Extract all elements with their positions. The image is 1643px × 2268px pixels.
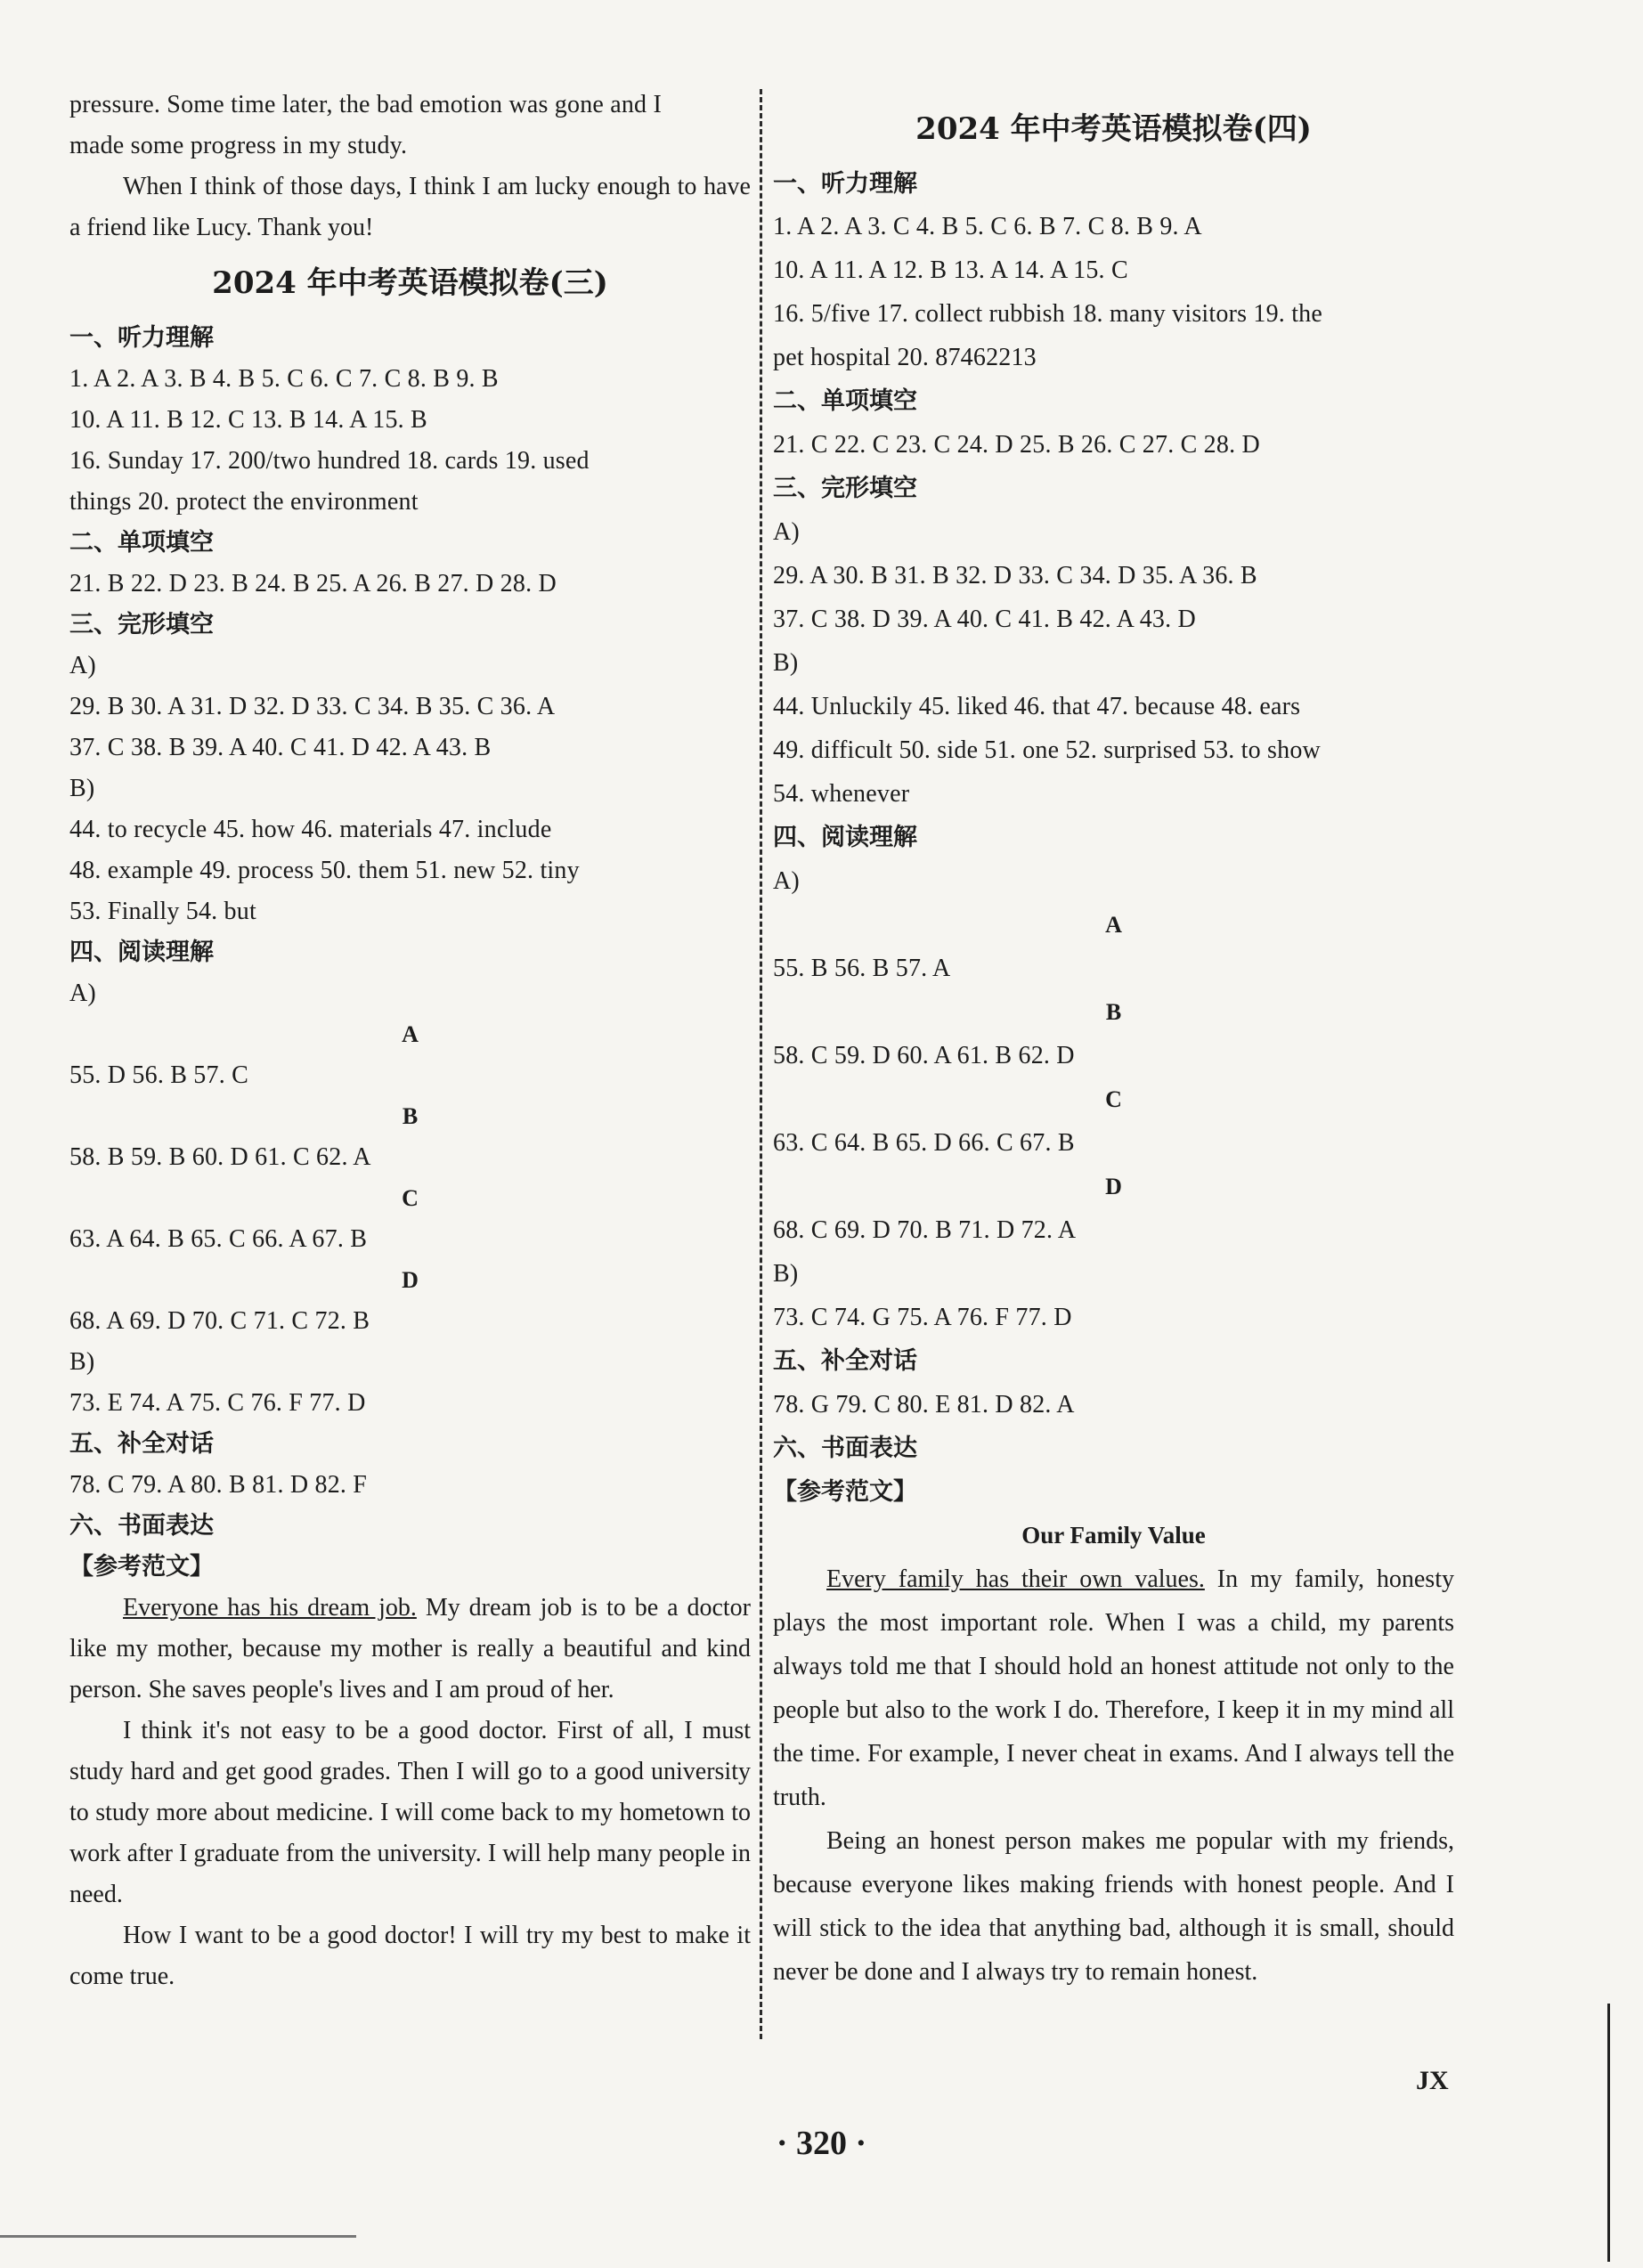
passage-label: B bbox=[1105, 999, 1122, 1025]
section-heading: 六、书面表达 bbox=[69, 1512, 214, 1540]
part-label: A) bbox=[773, 518, 800, 546]
answer-line: 29. A 30. B 31. B 32. D 33. C 34. D 35. A 36. B bbox=[773, 562, 1257, 589]
answer-line: 29. B 30. A 31. D 32. D 33. C 34. B 35. C 36. A bbox=[69, 693, 556, 720]
answer-line: 73. C 74. G 75. A 76. F 77. D bbox=[773, 1304, 1072, 1331]
answer-line: 10. A 11. B 12. C 13. B 14. A 15. B bbox=[69, 406, 427, 434]
page-number: · 320 · bbox=[776, 2125, 867, 2162]
answer-line: 58. B 59. B 60. D 61. C 62. A bbox=[69, 1143, 371, 1171]
answer-line: 1. A 2. A 3. B 4. B 5. C 6. C 7. C 8. B 9. B bbox=[69, 365, 499, 393]
answer-line: 37. C 38. D 39. A 40. C 41. B 42. A 43. D bbox=[773, 606, 1196, 633]
answer-line: 48. example 49. process 50. them 51. new 52. tiny bbox=[69, 857, 580, 884]
part-label: B) bbox=[773, 649, 799, 677]
part-label: A) bbox=[69, 652, 96, 679]
answer-line: 73. E 74. A 75. C 76. F 77. D bbox=[69, 1389, 366, 1417]
section-heading: 一、听力理解 bbox=[773, 170, 917, 198]
section-heading: 二、单项填空 bbox=[773, 387, 917, 415]
text-line: pressure. Some time later, the bad emotion was gone and I bbox=[69, 91, 662, 118]
section-heading: 四、阅读理解 bbox=[69, 939, 214, 966]
answer-line: 63. A 64. B 65. C 66. A 67. B bbox=[69, 1225, 368, 1253]
topic-sentence: Every family has their own values. bbox=[826, 1565, 1205, 1593]
answer-line: 55. B 56. B 57. A bbox=[773, 955, 951, 982]
answer-line: 44. Unluckily 45. liked 46. that 47. because 48. ears bbox=[773, 693, 1301, 720]
answer-line: 53. Finally 54. but bbox=[69, 898, 256, 925]
answer-line: 78. C 79. A 80. B 81. D 82. F bbox=[69, 1471, 368, 1499]
reference-label: 【参考范文】 bbox=[69, 1553, 214, 1581]
answer-line: 68. C 69. D 70. B 71. D 72. A bbox=[773, 1216, 1077, 1244]
region-code: JX bbox=[1416, 2066, 1449, 2095]
text-line: made some progress in my study. bbox=[69, 132, 408, 159]
answer-line: 63. C 64. B 65. D 66. C 67. B bbox=[773, 1129, 1075, 1157]
part-label: B) bbox=[69, 775, 95, 802]
section-heading: 三、完形填空 bbox=[773, 475, 917, 502]
part-label: A) bbox=[773, 867, 800, 895]
answer-line: 44. to recycle 45. how 46. materials 47. include bbox=[69, 816, 552, 843]
answer-line: 37. C 38. B 39. A 40. C 41. D 42. A 43. B bbox=[69, 734, 492, 761]
page-edge bbox=[1607, 2004, 1610, 2262]
essay-paragraph: How I want to be a good doctor! I will try my best to make it come true. bbox=[69, 1922, 751, 1990]
topic-sentence: Everyone has his dream job. bbox=[123, 1594, 417, 1622]
answer-line: 1. A 2. A 3. C 4. B 5. C 6. B 7. C 8. B 9. A bbox=[773, 213, 1202, 240]
page-bottom-rule bbox=[0, 2235, 356, 2238]
passage-label: D bbox=[402, 1267, 419, 1293]
essay-paragraph: Being an honest person makes me popular with my friends, because everyone likes making friends with honest people. And I will stick to the idea that anything bad, although it is small, should never be done and I always try to remain honest. bbox=[773, 1827, 1454, 1986]
passage-label: B bbox=[402, 1103, 419, 1129]
answer-line: 21. C 22. C 23. C 24. D 25. B 26. C 27. C 28. D bbox=[773, 431, 1260, 459]
answer-line: 10. A 11. A 12. B 13. A 14. A 15. C bbox=[773, 256, 1128, 284]
essay-paragraph bbox=[773, 1557, 1454, 1819]
section-heading: 四、阅读理解 bbox=[773, 824, 917, 851]
answer-line: 16. Sunday 17. 200/two hundred 18. cards 19. used bbox=[69, 447, 590, 475]
answer-line: 68. A 69. D 70. C 71. C 72. B bbox=[69, 1307, 370, 1335]
part-label: A) bbox=[69, 980, 96, 1007]
left-column bbox=[69, 85, 751, 1997]
section-heading: 五、补全对话 bbox=[773, 1347, 917, 1375]
exam-title: 2024 年中考英语模拟卷(四) bbox=[915, 111, 1312, 147]
column-divider bbox=[760, 89, 762, 2039]
answer-line: 16. 5/five 17. collect rubbish 18. many visitors 19. the bbox=[773, 300, 1323, 328]
section-heading: 一、听力理解 bbox=[69, 324, 214, 352]
answer-line: pet hospital 20. 87462213 bbox=[773, 344, 1037, 371]
section-heading: 五、补全对话 bbox=[69, 1430, 214, 1458]
part-label: B) bbox=[69, 1348, 95, 1376]
answer-line: 49. difficult 50. side 51. one 52. surprised 53. to show bbox=[773, 736, 1321, 764]
passage-label: A bbox=[402, 1021, 419, 1047]
section-heading: 二、单项填空 bbox=[69, 529, 214, 557]
essay-title: Our Family Value bbox=[1021, 1522, 1206, 1549]
part-label: B) bbox=[773, 1260, 799, 1288]
answer-line: 54. whenever bbox=[773, 780, 910, 808]
section-heading: 六、书面表达 bbox=[773, 1435, 917, 1462]
passage-label: D bbox=[1105, 1174, 1122, 1199]
essay-text: My dream job is to be a doctor like my mother, because my mother is really a beautiful and kind person. She saves people's lives and I am proud of her. bbox=[69, 1594, 751, 1703]
right-column bbox=[773, 107, 1454, 1994]
essay-paragraph bbox=[69, 1588, 751, 1711]
answer-line: 78. G 79. C 80. E 81. D 82. A bbox=[773, 1391, 1075, 1419]
answer-line: 55. D 56. B 57. C bbox=[69, 1061, 248, 1089]
answer-line: things 20. protect the environment bbox=[69, 488, 419, 516]
essay-paragraph: I think it's not easy to be a good doctor. First of all, I must study hard and get good grades. Then I will go to a good university to study more about medicine. I will come back to my hometown to work after I graduate from the university. I will help many people in need. bbox=[69, 1717, 751, 1908]
answer-line: 21. B 22. D 23. B 24. B 25. A 26. B 27. D 28. D bbox=[69, 570, 557, 597]
exam-title: 2024 年中考英语模拟卷(三) bbox=[212, 265, 608, 301]
essay-text: In my family, honesty plays the most important role. When I was a child, my parents always told me that I should hold an honest attitude not only to the people but also to the work I do. Therefore, I keep it in my mind all the time. For example, I never cheat in exams. And I always tell the truth. bbox=[773, 1565, 1454, 1811]
passage-label: C bbox=[1105, 1086, 1122, 1112]
passage-label: A bbox=[1105, 912, 1122, 938]
answer-line: 58. C 59. D 60. A 61. B 62. D bbox=[773, 1042, 1075, 1069]
passage-label: C bbox=[402, 1185, 419, 1211]
paragraph: When I think of those days, I think I am lucky enough to have a friend like Lucy. Thank you! bbox=[69, 173, 751, 241]
section-heading: 三、完形填空 bbox=[69, 611, 214, 638]
reference-label: 【参考范文】 bbox=[773, 1478, 917, 1506]
